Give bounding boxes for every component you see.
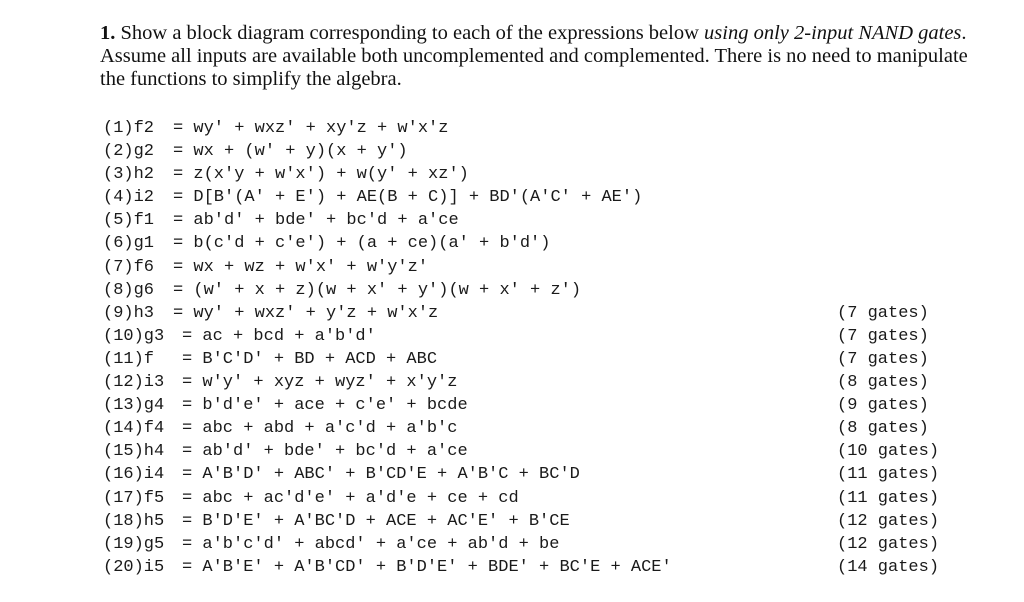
gate-count: (8 gates) [837,419,929,439]
expression-formula: = B'C'D' + BD + ACD + ABC [182,349,438,369]
expression-formula: = z(x'y + w'x') + w(y' + xz') [173,165,469,185]
expression-row [103,417,963,440]
gate-count: (11 gates) [837,488,940,508]
problem-text-emphasis: using only 2-input NAND gates [704,22,962,44]
gate-count: (7 gates) [837,303,929,323]
problem-text-1: Show a block diagram corresponding to each of the expressions below [115,22,705,44]
gate-count: (10 gates) [837,442,940,462]
expression-formula: = b'd'e' + ace + c'e' + bcde [182,396,468,416]
expression-formula: = wy' + wxz' + xy'z + w'x'z [173,119,449,138]
expression-formula: = abc + abd + a'c'd + a'b'c [182,419,458,439]
problem-text-2: . Assume all inputs are available both uncomplemented and complemented. There is no need to manipulate the functions to simplify the algebra. [100,22,968,90]
expression-formula: = wy' + wxz' + y'z + w'x'z [173,303,439,323]
expression-row [103,209,963,232]
expression-label: (5)f1 [103,211,155,231]
expression-formula: = w'y' + xyz + wyz' + x'y'z [182,373,458,393]
expression-list [103,117,963,579]
expression-label: (11)f [103,349,155,369]
expression-row [103,371,963,394]
expression-formula: = B'D'E' + A'BC'D + ACE + AC'E' + B'CE [182,511,570,531]
problem-number: 1. [100,22,116,44]
expression-formula: = ac + bcd + a'b'd' [182,326,376,346]
expression-label: (6)g1 [103,234,155,254]
expression-row [103,279,963,302]
expression-row [103,232,963,255]
expression-row [103,186,963,209]
expression-row [103,487,963,510]
expression-label: (20)i5 [103,557,165,577]
expression-formula: = ab'd' + bde' + bc'd + a'ce [173,211,459,231]
expression-label: (16)i4 [103,465,165,485]
expression-label: (12)i3 [103,373,165,393]
expression-label: (7)f6 [103,257,155,277]
expression-formula: = wx + (w' + y)(x + y') [173,142,408,162]
expression-formula: = b(c'd + c'e') + (a + ce)(a' + b'd') [173,234,551,254]
expression-formula: = abc + ac'd'e' + a'd'e + ce + cd [182,488,519,508]
expression-row [103,556,963,579]
expression-formula: = wx + wz + w'x' + w'y'z' [173,257,429,277]
gate-count: (7 gates) [837,326,929,346]
expression-row [103,510,963,533]
expression-row [103,394,963,417]
expression-formula: = a'b'c'd' + abcd' + a'ce + ab'd + be [182,534,560,554]
expression-formula: = (w' + x + z)(w + x' + y')(w + x' + z') [173,280,582,300]
expression-label: (8)g6 [103,280,155,300]
expression-label: (4)i2 [103,188,155,208]
expression-label: (18)h5 [103,511,165,531]
expression-formula: = D[B'(A' + E') + AE(B + C)] + BD'(A'C' + AE') [173,188,643,208]
expression-row [103,348,963,371]
expression-formula: = ab'd' + bde' + bc'd + a'ce [182,442,468,462]
expression-row [103,302,963,325]
expression-label: (17)f5 [103,488,165,508]
gate-count: (7 gates) [837,349,929,369]
expression-label: (2)g2 [103,142,155,162]
expression-row [103,256,963,279]
problem-statement [100,22,980,91]
expression-label: (9)h3 [103,303,155,323]
gate-count: (14 gates) [837,557,940,577]
gate-count: (11 gates) [837,465,940,485]
gate-count: (12 gates) [837,534,940,554]
expression-row [103,163,963,186]
expression-label: (3)h2 [103,165,155,185]
expression-row [103,533,963,556]
gate-count: (8 gates) [837,373,929,393]
expression-row [103,325,963,348]
expression-row [103,463,963,486]
expression-formula: = A'B'D' + ABC' + B'CD'E + A'B'C + BC'D [182,465,580,485]
expression-label: (19)g5 [103,534,165,554]
expression-label: (13)g4 [103,396,165,416]
expression-row [103,117,963,140]
expression-label: (1)f2 [103,119,155,138]
gate-count: (12 gates) [837,511,940,531]
expression-label: (10)g3 [103,326,165,346]
expression-row [103,140,963,163]
expression-formula: = A'B'E' + A'B'CD' + B'D'E' + BDE' + BC'E + ACE' [182,557,672,577]
expression-row [103,440,963,463]
expression-label: (15)h4 [103,442,165,462]
gate-count: (9 gates) [837,396,929,416]
expression-label: (14)f4 [103,419,165,439]
